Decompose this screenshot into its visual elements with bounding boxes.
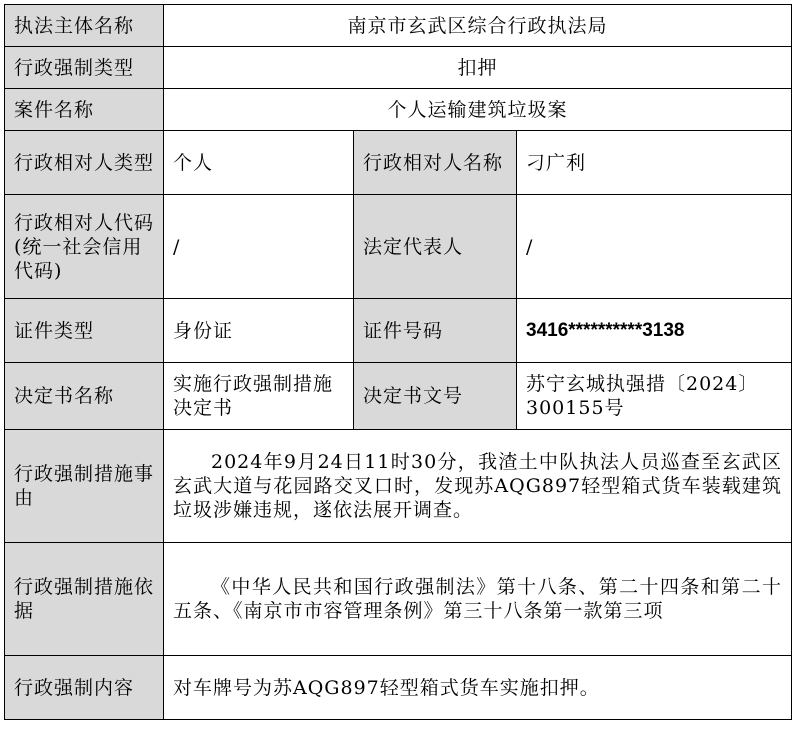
party-name-value: 刁广利 (517, 131, 792, 195)
decision-number-label: 决定书文号 (354, 363, 517, 430)
basis-value: 《中华人民共和国行政强制法》第十八条、第二十四条和第二十五条、《南京市市容管理条例》第三十八条第一款第三项 (164, 543, 792, 656)
reason-label: 行政强制措施事由 (5, 430, 164, 543)
decision-number-value: 苏宁玄城执强措〔2024〕300155号 (517, 363, 792, 430)
content-value: 对车牌号为苏AQG897轻型箱式货车实施扣押。 (164, 656, 792, 720)
party-type-label: 行政相对人类型 (5, 131, 164, 195)
id-number-value: 3416**********3138 (517, 299, 792, 363)
legal-rep-label: 法定代表人 (354, 195, 517, 299)
row-id (5, 299, 792, 363)
id-type-value: 身份证 (164, 299, 354, 363)
row-basis (5, 543, 792, 656)
row-code (5, 195, 792, 299)
type-value: 扣押 (164, 47, 792, 89)
party-code-label: 行政相对人代码(统一社会信用代码) (5, 195, 164, 299)
case-label: 案件名称 (5, 89, 164, 131)
row-party (5, 131, 792, 195)
party-code-value: / (164, 195, 354, 299)
decision-name-value: 实施行政强制措施决定书 (164, 363, 354, 430)
content-label: 行政强制内容 (5, 656, 164, 720)
id-type-label: 证件类型 (5, 299, 164, 363)
row-case (5, 89, 792, 131)
case-value: 个人运输建筑垃圾案 (164, 89, 792, 131)
row-reason (5, 430, 792, 543)
agency-value: 南京市玄武区综合行政执法局 (164, 5, 792, 47)
basis-label: 行政强制措施依据 (5, 543, 164, 656)
row-type (5, 47, 792, 89)
agency-label: 执法主体名称 (5, 5, 164, 47)
row-decision (5, 363, 792, 430)
id-number-label: 证件号码 (354, 299, 517, 363)
party-name-label: 行政相对人名称 (354, 131, 517, 195)
type-label: 行政强制类型 (5, 47, 164, 89)
decision-name-label: 决定书名称 (5, 363, 164, 430)
row-content (5, 656, 792, 720)
legal-rep-value: / (517, 195, 792, 299)
row-agency (5, 5, 792, 47)
reason-value: 2024年9月24日11时30分，我渣土中队执法人员巡查至玄武区玄武大道与花园路交叉口时，发现苏AQG897轻型箱式货车装载建筑垃圾涉嫌违规，遂依法展开调查。 (164, 430, 792, 543)
party-type-value: 个人 (164, 131, 354, 195)
enforcement-info-table (4, 4, 792, 720)
